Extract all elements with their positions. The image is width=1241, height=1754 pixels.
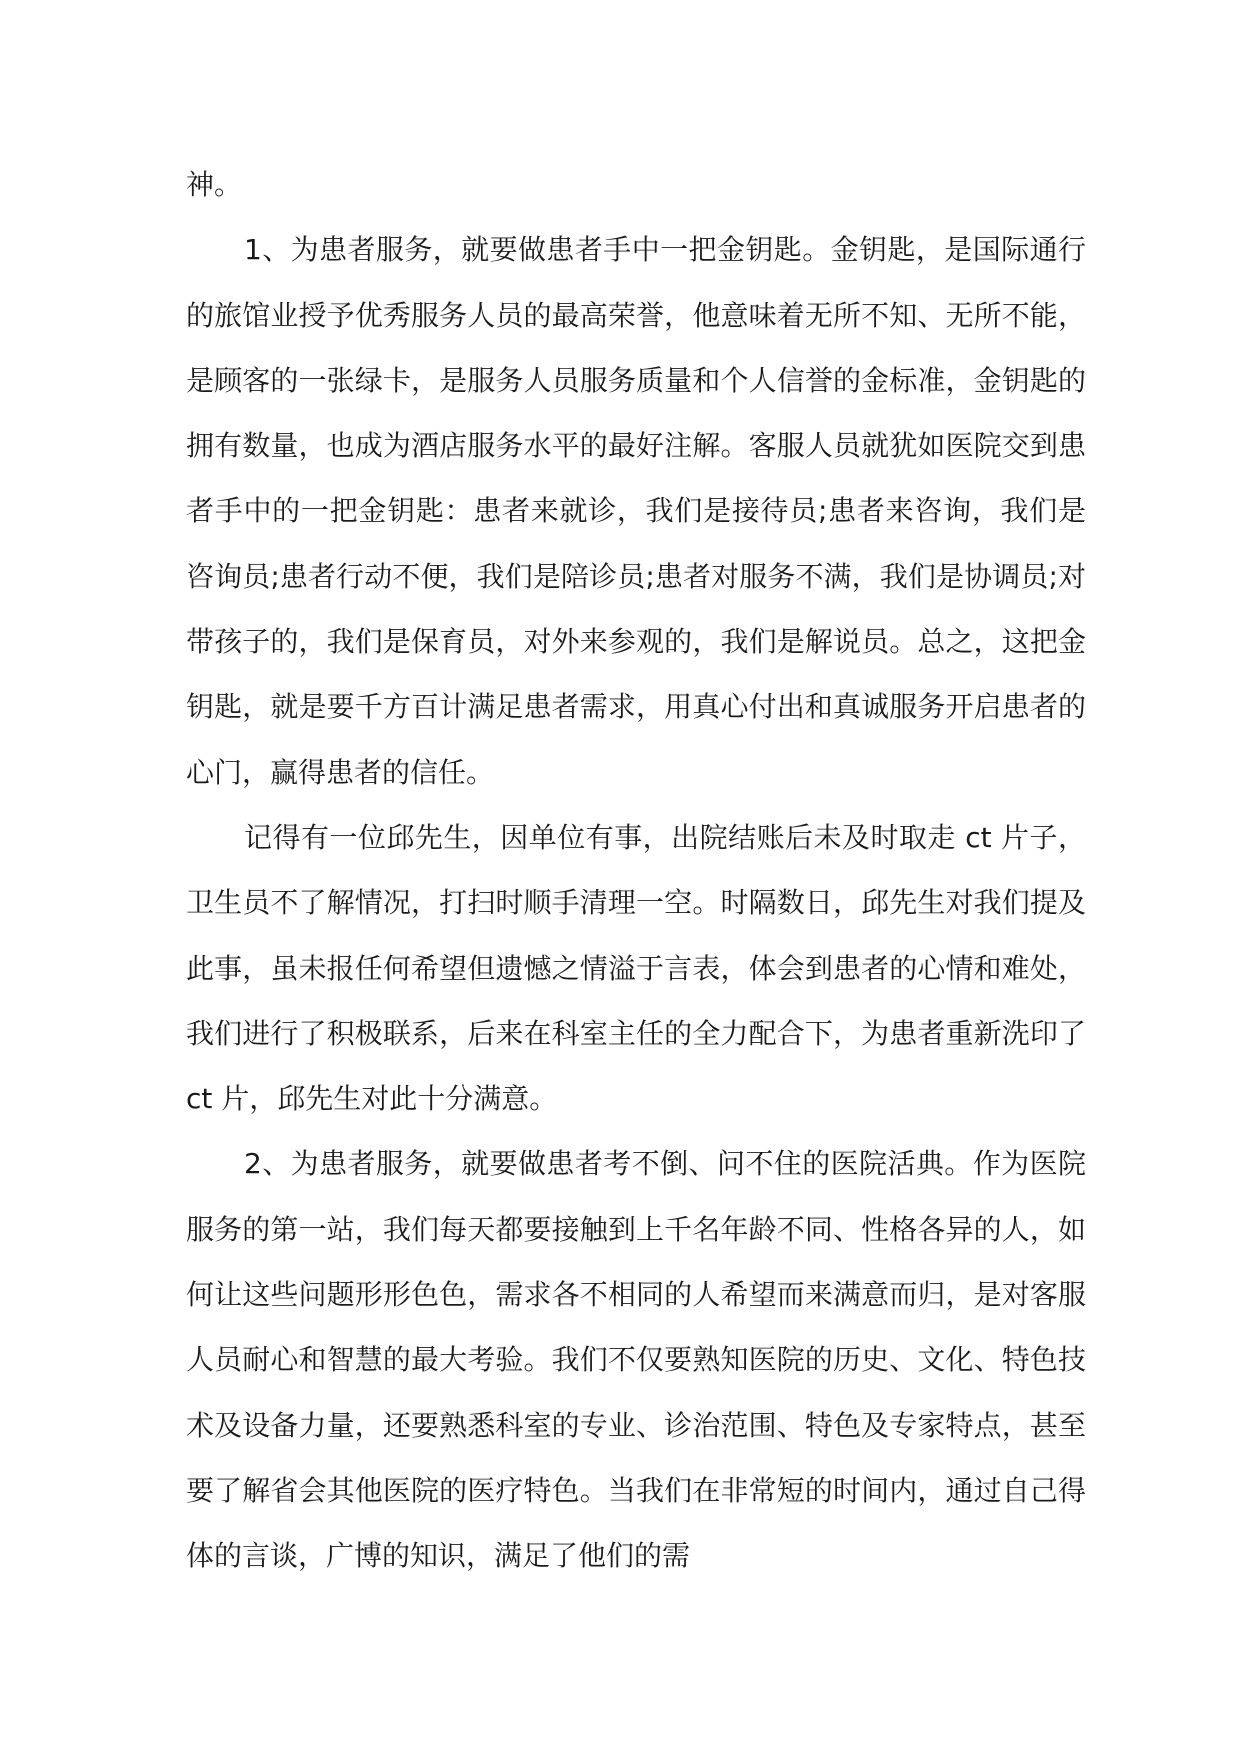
paragraph-qiu-story: 记得有一位邱先生，因单位有事，出院结账后未及时取走 ct 片子，卫生员不了解情况，打扫时顺手清理一空。时隔数日，邱先生对我们提及此事，虽未报任何希望但遗憾之情溢于言表，体会到患者的心情和难处，我们进行了积极联系，后来在科室主任的全力配合下，为患者重新洗印了 ct 片，邱先生对此十分满意。 bbox=[186, 820, 1086, 1116]
paragraph-hospital-encyclopedia: 2、为患者服务，就要做患者考不倒、问不住的医院活典。作为医院服务的第一站，我们每天都要接触到上千名年龄不同、性格各异的人，如何让这些问题形形色色，需求各不相同的人希望而来满意而归，是对客服人员耐心和智慧的最大考验。我们不仅要熟知医院的历史、文化、特色技术及设备力量，还要熟悉科室的专业、诊治范围、特色及专家特点，甚至要了解省会其他医院的医疗特色。当我们在非常短的时间内，通过自己得体的言谈，广博的知识，满足了他们的需 bbox=[186, 1147, 1086, 1573]
paragraph-continuation: 神。 bbox=[186, 168, 243, 201]
paragraph-golden-key: 1、为患者服务，就要做患者手中一把金钥匙。金钥匙，是国际通行的旅馆业授予优秀服务人员的最高荣誉，他意味着无所不知、无所不能，是顾客的一张绿卡，是服务人员服务质量和个人信誉的金标准，金钥匙的拥有数量，也成为酒店服务水平的最好注解。客服人员就犹如医院交到患者手中的一把金钥匙：患者来就诊，我们是接待员;患者来咨询，我们是咨询员;患者行动不便，我们是陪诊员;患者对服务不满，我们是协调员;对带孩子的，我们是保育员，对外来参观的，我们是解说员。总之，这把金钥匙，就是要千方百计满足患者需求，用真心付出和真诚服务开启患者的心门，赢得患者的信任。 bbox=[186, 233, 1086, 789]
document-body bbox=[186, 152, 1086, 1589]
